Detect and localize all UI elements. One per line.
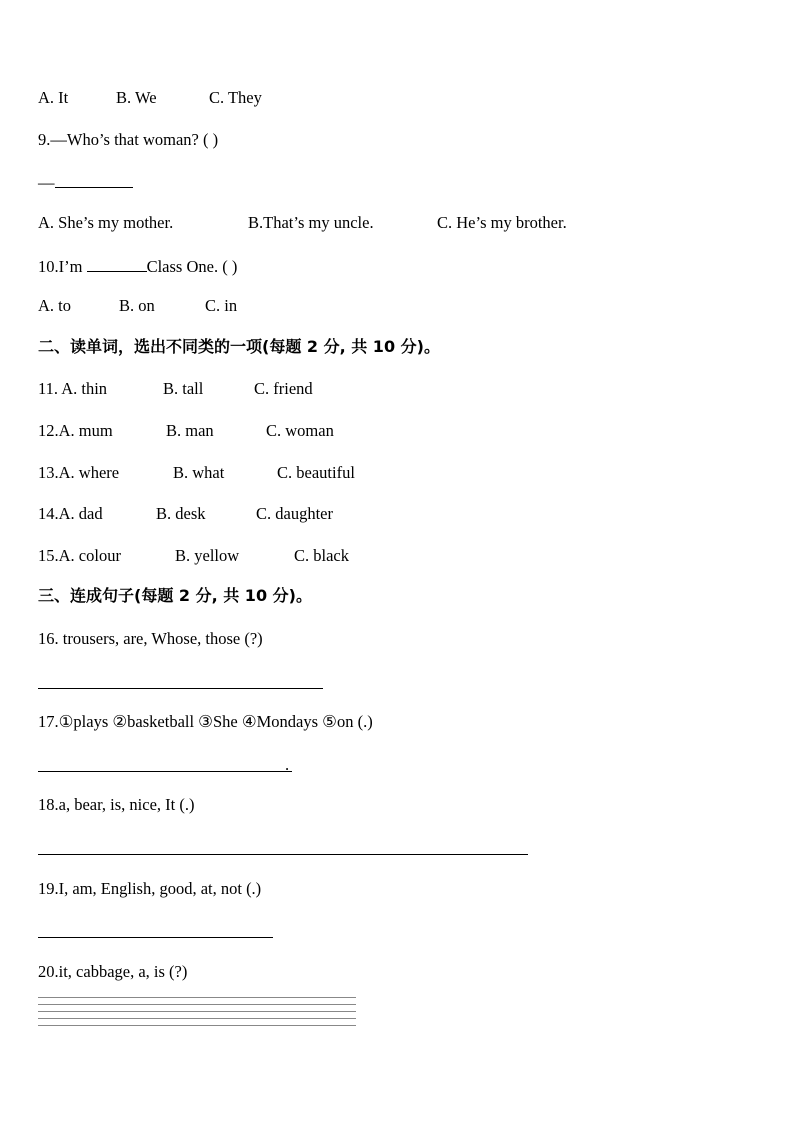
- q10-option-c[interactable]: C. in: [205, 296, 238, 315]
- q20-answer-line-4[interactable]: [38, 1018, 356, 1019]
- q20-answer-line-2[interactable]: [38, 1004, 356, 1005]
- q11-option-b[interactable]: B. tall: [163, 379, 204, 398]
- q9-option-b[interactable]: B.That’s my uncle.: [248, 213, 374, 232]
- q17-end-mark: .: [285, 755, 290, 774]
- q8-option-c[interactable]: C. They: [209, 88, 262, 107]
- q17-answer-line[interactable]: [38, 771, 292, 772]
- q10-question-end: Class One. ( ): [146, 257, 238, 276]
- q14-option-b[interactable]: B. desk: [156, 504, 206, 523]
- q11-option-a[interactable]: 11. A. thin: [38, 379, 108, 398]
- q10-options: [38, 296, 237, 316]
- q10-option-b[interactable]: B. on: [119, 296, 155, 315]
- q14-row: [38, 504, 333, 524]
- q14-option-c[interactable]: C. daughter: [256, 504, 333, 523]
- q12-option-c[interactable]: C. woman: [266, 421, 334, 440]
- q13-option-c[interactable]: C. beautiful: [277, 463, 355, 482]
- q20-answer-line-5[interactable]: [38, 1025, 356, 1026]
- q8-options: [38, 88, 262, 108]
- q12-option-b[interactable]: B. man: [166, 421, 214, 440]
- q12-option-a[interactable]: 12.A. mum: [38, 421, 113, 440]
- q19-answer-line[interactable]: [38, 937, 273, 938]
- q9-answer-dash: —: [38, 173, 55, 192]
- q10-question: [38, 255, 237, 277]
- q19-prompt: 19.I, am, English, good, at, not (.): [38, 879, 262, 898]
- section2-title: 二、读单词，选出不同类的一项(每题 2 分, 共 10 分)。: [38, 337, 440, 356]
- section3-title: 三、连成句子(每题 2 分, 共 10 分)。: [38, 586, 312, 605]
- q15-option-a[interactable]: 15.A. colour: [38, 546, 121, 565]
- q9-answer-blank[interactable]: [55, 171, 133, 188]
- q16-prompt: 16. trousers, are, Whose, those (?): [38, 629, 263, 648]
- q20-answer-line-3[interactable]: [38, 1011, 356, 1012]
- q13-option-b[interactable]: B. what: [173, 463, 225, 482]
- q15-option-b[interactable]: B. yellow: [175, 546, 240, 565]
- q14-option-a[interactable]: 14.A. dad: [38, 504, 103, 523]
- q13-row: [38, 463, 355, 483]
- q10-question-start: 10.I’m: [38, 257, 87, 276]
- q11-option-c[interactable]: C. friend: [254, 379, 313, 398]
- q9-option-c[interactable]: C. He’s my brother.: [437, 213, 567, 232]
- q8-option-a[interactable]: A. It: [38, 88, 69, 107]
- q20-answer-line-1[interactable]: [38, 997, 356, 998]
- q9-answer-line: [38, 171, 133, 193]
- q12-row: [38, 421, 334, 441]
- q17-prompt: 17.①plays ②basketball ③She ④Mondays ⑤on (.): [38, 712, 373, 731]
- q10-option-a[interactable]: A. to: [38, 296, 71, 315]
- q15-option-c[interactable]: C. black: [294, 546, 349, 565]
- q9-question: 9.—Who’s that woman? ( ): [38, 130, 219, 149]
- q20-prompt: 20.it, cabbage, a, is (?): [38, 962, 188, 981]
- q9-option-a[interactable]: A. She’s my mother.: [38, 213, 174, 232]
- q9-options: [38, 213, 567, 233]
- q10-blank[interactable]: [87, 255, 147, 272]
- q11-row: [38, 379, 313, 399]
- q16-answer-line[interactable]: [38, 688, 323, 689]
- q13-option-a[interactable]: 13.A. where: [38, 463, 120, 482]
- q18-prompt: 18.a, bear, is, nice, It (.): [38, 795, 195, 814]
- q18-answer-line[interactable]: [38, 854, 528, 855]
- q15-row: [38, 546, 349, 566]
- q8-option-b[interactable]: B. We: [116, 88, 157, 107]
